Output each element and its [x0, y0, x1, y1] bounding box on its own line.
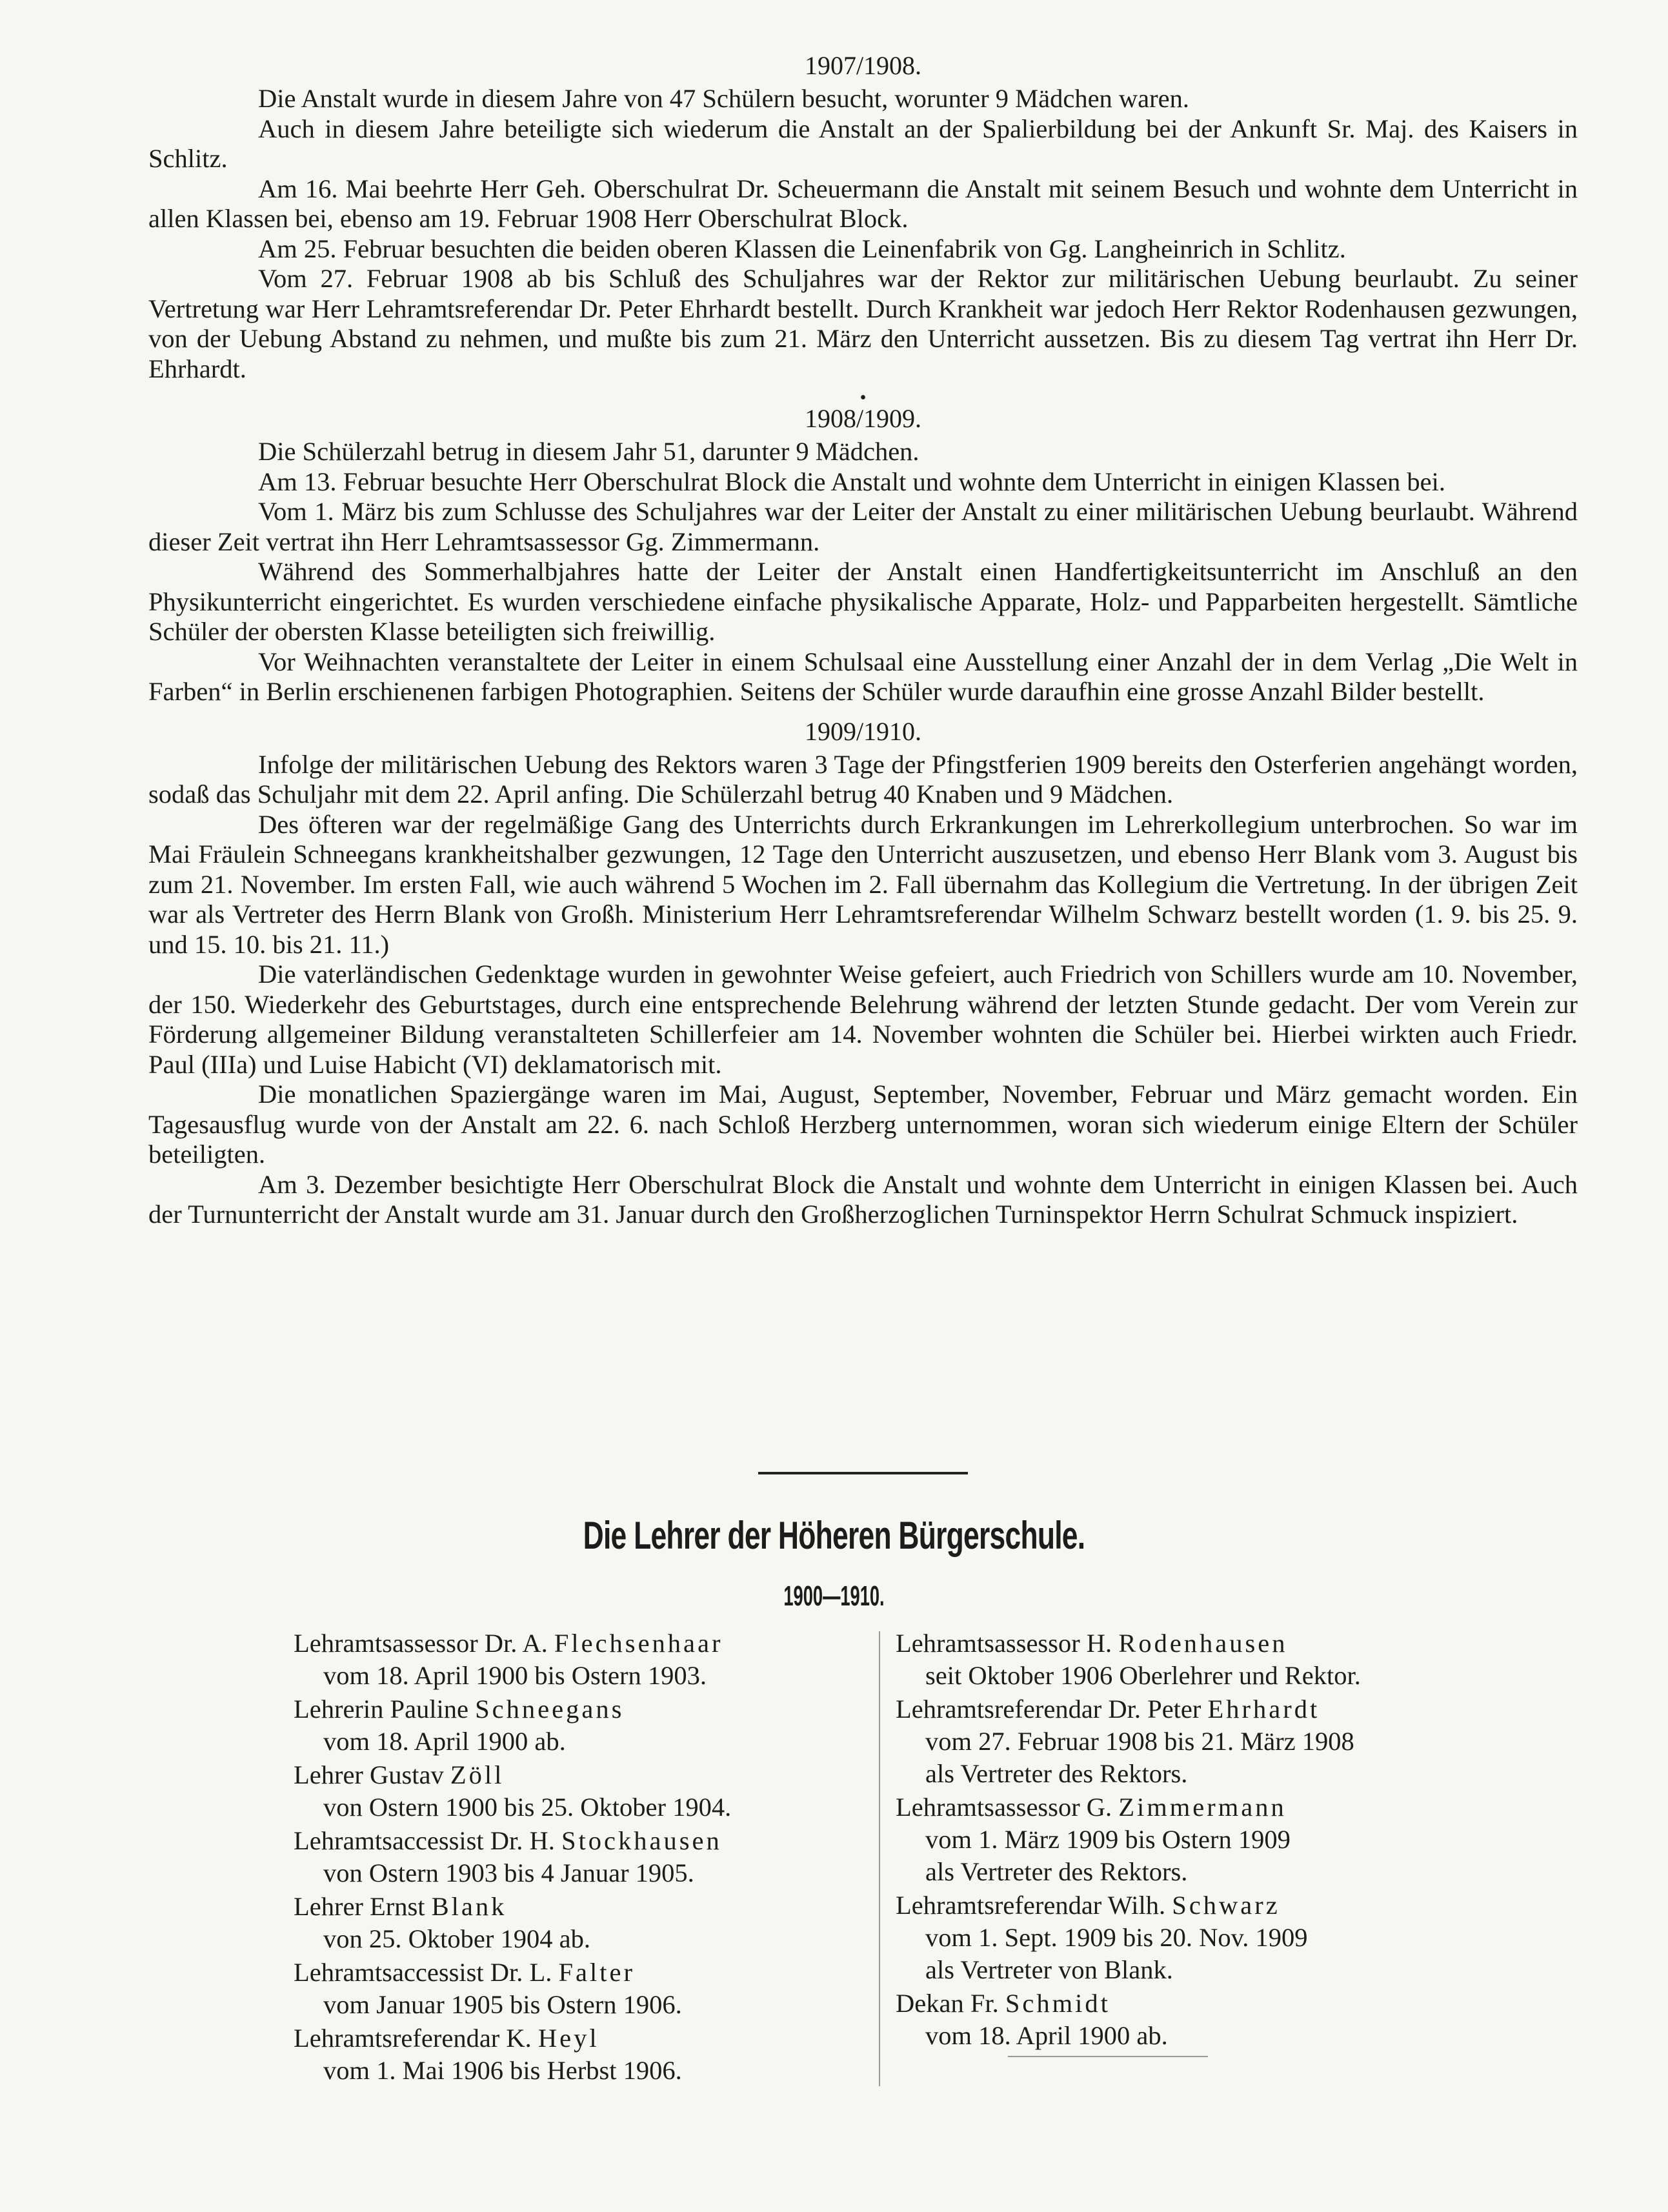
teacher-name: Schwarz: [1172, 1891, 1280, 1920]
column-divider: [879, 1631, 880, 2086]
teacher-name: Ehrhardt: [1207, 1694, 1320, 1724]
section-1908-1909: [148, 403, 1578, 707]
teacher-name: Falter: [558, 1958, 635, 1987]
teacher-title: Lehramtsreferendar K.: [294, 2024, 538, 2053]
teacher-title: Lehramtsassessor H.: [896, 1629, 1119, 1658]
teacher-note: als Vertreter des Rektors.: [925, 1759, 1188, 1788]
teacher-period: von Ostern 1903 bis 4 Januar 1905.: [323, 1858, 694, 1887]
teacher-entry: [896, 1627, 1476, 1692]
teacher-entry: [294, 1825, 861, 1889]
end-divider: [1008, 2056, 1208, 2057]
teacher-entry: [294, 2022, 861, 2087]
paragraph: Auch in diesem Jahre beteiligte sich wiederum die Anstalt an der Spalierbildung bei der Ankunft Sr. Maj. des Kaisers in Schlitz.: [148, 114, 1578, 173]
teacher-period: vom 18. April 1900 bis Ostern 1903.: [323, 1661, 707, 1690]
teacher-name: Zimmermann: [1118, 1793, 1287, 1822]
paragraph: Des öfteren war der regelmäßige Gang des Unterrichts durch Erkrankungen im Lehrerkollegium unterbrochen. So war im Mai Fräulein Schneegans krankheitshalber gezwungen, 12 Tage den Unterricht auszusetzen, und ebenso Herr Blank vom 3. August bis zum 21. November. Im ersten Fall, wie auch während 5 Wochen im 2. Fall übernahm das Kollegium die Vertretung. In der übrigen Zeit war als Vertreter des Herrn Blank von Großh. Ministerium Herr Lehramtsreferendar Wilhelm Schwarz bestellt worden (1. 9. bis 25. 9. und 15. 10. bis 21. 11.): [148, 809, 1578, 959]
teacher-title: Lehramtsaccessist Dr. L.: [294, 1958, 559, 1987]
paragraph: Am 25. Februar besuchten die beiden oberen Klassen die Leinenfabrik von Gg. Langheinrich in Schlitz.: [258, 234, 1346, 263]
paragraph: Am 3. Dezember besichtigte Herr Oberschulrat Block die Anstalt und wohnte dem Unterricht in einigen Klassen bei. Auch der Turnunterricht der Anstalt wurde am 31. Januar durch den Großherzoglichen Turninspektor Herrn Schulrat Schmuck inspiziert.: [148, 1169, 1578, 1229]
teacher-name: Rodenhausen: [1118, 1629, 1288, 1658]
teacher-period: vom 18. April 1900 ab.: [925, 2021, 1168, 2050]
teacher-period: vom 1. Sept. 1909 bis 20. Nov. 1909: [925, 1923, 1308, 1952]
section-1909-1910: [148, 716, 1578, 1230]
section-year: 1907/1908.: [804, 51, 922, 80]
teacher-name: Zöll: [450, 1760, 505, 1789]
teacher-period: vom 27. Februar 1908 bis 21. März 1908: [925, 1727, 1354, 1756]
section-year: 1909/1910.: [804, 716, 922, 746]
paragraph: Während des Sommerhalbjahres hatte der Leiter der Anstalt einen Handfertigkeitsunterricht im Anschluß an den Physikunterricht eingerichtet. Es wurden verschiedene einfache physikalische Apparate, Holz- und Papparbeiten hergestellt. Sämtliche Schüler der obersten Klasse beteiligten sich freiwillig.: [148, 557, 1578, 646]
teacher-entry: [294, 1627, 861, 1692]
teacher-entry: [896, 1987, 1476, 2052]
teachers-list-right: [896, 1627, 1476, 2053]
paragraph: Die Anstalt wurde in diesem Jahre von 47 Schülern besucht, worunter 9 Mädchen waren.: [258, 84, 1189, 113]
paragraph: Vom 27. Februar 1908 ab bis Schluß des Schuljahres war der Rektor zur militärischen Uebung beurlaubt. Zu seiner Vertretung war Herr Lehramtsreferendar Dr. Peter Ehrhardt bestellt. Durch Krankheit war jedoch Herr Rektor Rodenhausen gezwungen, von der Uebung Abstand zu nehmen, und mußte bis zum 21. März den Unterricht aussetzen. Bis zu diesem Tag vertrat ihn Herr Dr. Ehrhardt.: [148, 264, 1578, 383]
teacher-period: seit Oktober 1906 Oberlehrer und Rektor.: [925, 1661, 1361, 1690]
teacher-entry: [294, 1693, 861, 1758]
paragraph: Vor Weihnachten veranstaltete der Leiter in einem Schulsaal eine Ausstellung einer Anzahl der in dem Verlag „Die Welt in Farben“ in Berlin erschienenen farbigen Photographien. Seitens der Schüler wurde daraufhin eine grosse Anzahl Bilder bestellt.: [148, 647, 1578, 706]
teacher-name: Schneegans: [475, 1694, 625, 1724]
teacher-entry: [896, 1693, 1476, 1790]
teacher-entry: [294, 1891, 861, 1955]
teacher-period: von Ostern 1900 bis 25. Oktober 1904.: [323, 1793, 732, 1822]
section-year: 1908/1909.: [804, 404, 922, 433]
teacher-entry: [896, 1791, 1476, 1888]
teacher-period: vom 1. Mai 1906 bis Herbst 1906.: [323, 2056, 682, 2085]
teacher-period: von 25. Oktober 1904 ab.: [323, 1924, 590, 1953]
paragraph: Die monatlichen Spaziergänge waren im Mai, August, September, November, Februar und März gemacht worden. Ein Tagesausflug wurde von der Anstalt am 22. 6. nach Schloß Herzberg unternommen, woran sich wiederum einige Eltern der Schüler beteiligten.: [148, 1080, 1578, 1169]
teacher-entry: [294, 1956, 861, 2021]
paragraph: Vom 1. März bis zum Schlusse des Schuljahres war der Leiter der Anstalt zu einer militärischen Uebung beurlaubt. Während dieser Zeit vertrat ihn Herr Lehramtsassessor Gg. Zimmermann.: [148, 497, 1578, 556]
teacher-title: Lehramtsassessor Dr. A.: [294, 1629, 554, 1658]
teacher-title: Lehrer Ernst: [294, 1892, 432, 1921]
teachers-list-left: [294, 1627, 861, 2088]
teacher-period: vom 18. April 1900 ab.: [323, 1727, 566, 1756]
teachers-heading: Die Lehrer der Höheren Bürgerschule.: [583, 1514, 1085, 1557]
teacher-name: Blank: [431, 1892, 507, 1921]
teacher-period: vom Januar 1905 bis Ostern 1906.: [323, 1990, 682, 2019]
teacher-title: Lehramtsreferendar Wilh.: [896, 1891, 1172, 1920]
teacher-title: Dekan Fr.: [896, 1989, 1005, 2018]
paragraph: Die vaterländischen Gedenktage wurden in gewohnter Weise gefeiert, auch Friedrich von Schillers wurde am 10. November, der 150. Wiederkehr des Geburtstages, durch eine entsprechende Belehrung während der letzten Stunde gedacht. Der vom Verein zur Förderung allgemeiner Bildung veranstalteten Schillerfeier am 14. November wohnten die Schüler bei. Hierbei wirkten auch Friedr. Paul (IIIa) und Luise Habicht (VI) deklamatorisch mit.: [148, 960, 1578, 1079]
teacher-name: Schmidt: [1005, 1989, 1110, 2018]
teacher-title: Lehramtsaccessist Dr. H.: [294, 1826, 562, 1855]
teachers-period: 1900—1910.: [783, 1580, 885, 1612]
teacher-name: Heyl: [538, 2024, 599, 2053]
teacher-entry: [294, 1759, 861, 1824]
paragraph: Die Schülerzahl betrug in diesem Jahr 51, darunter 9 Mädchen.: [258, 437, 919, 466]
teacher-note: als Vertreter von Blank.: [925, 1955, 1173, 1984]
teacher-name: Flechsenhaar: [554, 1629, 723, 1658]
teacher-title: Lehramtsreferendar Dr. Peter: [896, 1694, 1208, 1724]
teacher-entry: [896, 1889, 1476, 1986]
bullet-dot: •: [859, 388, 867, 408]
teacher-title: Lehramtsassessor G.: [896, 1793, 1119, 1822]
section-divider: [758, 1472, 968, 1474]
teacher-note: als Vertreter des Rektors.: [925, 1857, 1188, 1886]
paragraph: Am 13. Februar besuchte Herr Oberschulrat Block die Anstalt und wohnte dem Unterricht in einigen Klassen bei.: [258, 467, 1446, 496]
teacher-title: Lehrerin Pauline: [294, 1694, 476, 1724]
section-1907-1908: [148, 50, 1578, 384]
teacher-period: vom 1. März 1909 bis Ostern 1909: [925, 1825, 1291, 1854]
teacher-title: Lehrer Gustav: [294, 1760, 450, 1789]
paragraph: Am 16. Mai beehrte Herr Geh. Oberschulrat Dr. Scheuermann die Anstalt mit seinem Besuch und wohnte dem Unterricht in allen Klassen bei, ebenso am 19. Februar 1908 Herr Oberschulrat Block.: [148, 174, 1578, 233]
chronicle-body: [148, 50, 1578, 1239]
paragraph: Infolge der militärischen Uebung des Rektors waren 3 Tage der Pfingstferien 1909 bereits den Osterferien angehängt worden, sodaß das Schuljahr mit dem 22. April anfing. Die Schülerzahl betrug 40 Knaben und 9 Mädchen.: [148, 749, 1578, 809]
teacher-name: Stockhausen: [561, 1826, 722, 1855]
